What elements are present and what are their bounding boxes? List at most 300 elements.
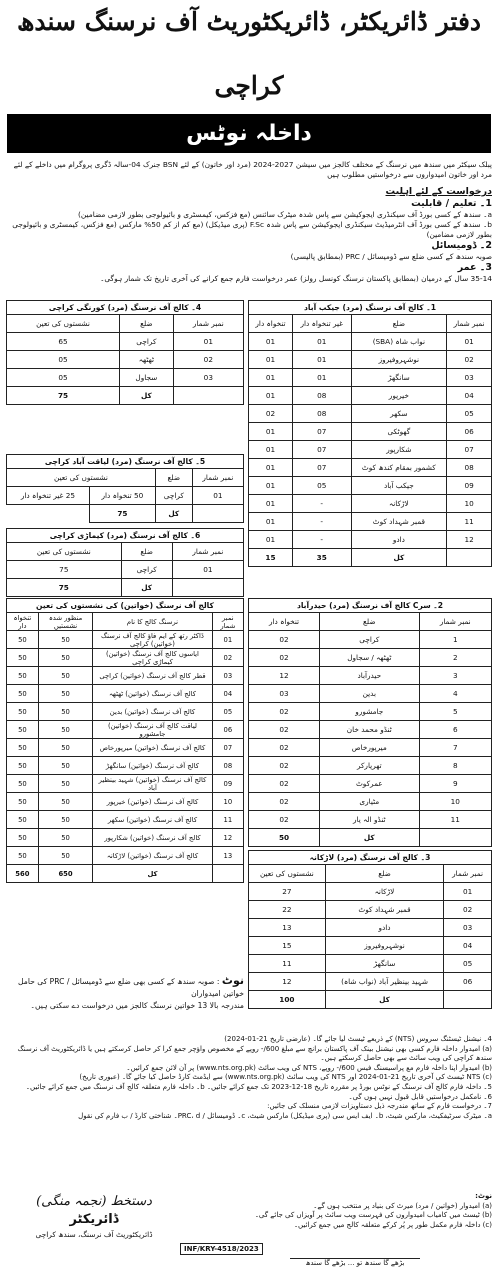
table-cell: 75	[7, 561, 122, 579]
table-row	[249, 631, 492, 649]
table7-caption: کالج آف نرسنگ (خواتین) کی نشستوں کی تعین	[6, 598, 244, 612]
table-cell: 06	[444, 973, 492, 991]
table-cell: 50	[38, 793, 93, 811]
table-college-liaquatabad	[6, 454, 244, 523]
table-cell: 01	[249, 513, 293, 531]
table-row	[249, 667, 492, 685]
table-cell: 01	[173, 333, 243, 351]
table-cell: کراچی	[120, 333, 174, 351]
table-college-korangi	[6, 300, 244, 405]
table-cell: 01	[292, 351, 351, 369]
table-cell: 01	[249, 387, 293, 405]
column-header: نمبر شمار	[444, 865, 492, 883]
education-item-b: b۔ سندھ کے کسی بورڈ آف انٹرمیڈیٹ سیکنڈری ایجوکیشن سے پاس شدہ F.Sc (پری میڈیکل) (مع کم از کم 50% مارکس (مع فزکس، کیمسٹری و بائیولوجی بطور لازمی مضامین)	[12, 220, 492, 239]
column-header: نرسنگ کالج کا نام	[93, 613, 212, 631]
table-cell: سجاول	[120, 369, 174, 387]
table-row	[249, 405, 492, 423]
city-title: کراچی	[214, 71, 284, 100]
table-cell: 07	[212, 739, 243, 757]
table-cell: 11	[419, 811, 491, 829]
table-row	[249, 937, 492, 955]
table-cell: 50	[7, 703, 39, 721]
reference-number: INF/KRY-4518/2023	[180, 1243, 263, 1255]
instruction-item: (a) امیدوار داخلہ فارم کسی بھی نیشنل بینک آف پاکستان برانچ سے مبلغ 600/- روپے کے مخصوص واؤچر جمع کرا کر حاصل کرسکتے ہیں یا ڈائریکٹوریٹ آف نرسنگ سندھ کراچی کی ویب سائٹ سے بھی حاصل کرسکتے ہیں۔	[17, 1044, 492, 1063]
table-cell: 07	[292, 423, 351, 441]
table-cell: قمبر شہداد کوٹ	[351, 513, 447, 531]
table-cell: میرپورخاص	[320, 739, 419, 757]
table-cell: 50	[7, 667, 39, 685]
table-cell: 03	[212, 667, 243, 685]
table-cell: ٹنڈو محمد خان	[320, 721, 419, 739]
table-cell: 02	[249, 649, 320, 667]
total-cell: کل	[121, 579, 172, 597]
column-header: ضلع	[121, 543, 172, 561]
office-title: دفتر ڈائریکٹر، ڈائریکٹوریٹ آف نرسنگ سندھ	[16, 7, 482, 36]
table-row	[249, 685, 492, 703]
column-header: ضلع	[120, 315, 174, 333]
table-cell	[419, 829, 491, 847]
table-cell: 03	[444, 919, 492, 937]
total-cell: کل	[320, 829, 419, 847]
table-cell: 50	[7, 631, 39, 649]
table-cell: جامشورو	[320, 703, 419, 721]
table-total-row	[7, 505, 244, 523]
table-cell: 50	[7, 757, 39, 775]
table-college-kemari	[6, 528, 244, 597]
education-item-a: a۔ سندھ کے کسی بورڈ آف سیکنڈری ایجوکیشن سے پاس شدہ میٹرک سائنس (مع فزکس، کیمسٹری و بائیولوجی بطور لازمی مضامین)	[78, 210, 492, 219]
instruction-item: 5۔ داخلہ فارم کالج آف نرسنگ کے نوٹس بورڈ پر مقررہ تاریخ 18-12-2023 تک جمع کرائے جائیں۔ b۔ داخلہ فارم متعلقہ کالج آف نرسنگ میں جمع کرائے جائیں۔	[25, 1082, 492, 1091]
table-cell: کالج آف نرسنگ (خواتین) لاڑکانہ	[93, 847, 212, 865]
table-cell: جیکب آباد	[351, 477, 447, 495]
eligibility-heading: درخواست کے لئے اہلیت	[385, 186, 492, 197]
table-cell: 02	[173, 351, 243, 369]
total-cell: 650	[38, 865, 93, 883]
table-cell: کراچی	[320, 631, 419, 649]
table-cell: 02	[249, 721, 320, 739]
table-cell: تھرپارکر	[320, 757, 419, 775]
table-cell: 3	[419, 667, 491, 685]
table-cell: 05	[212, 703, 243, 721]
table-row	[249, 901, 492, 919]
notice-banner: داخلہ نوٹس	[7, 114, 491, 153]
table-cell: 06	[447, 423, 492, 441]
table-row	[249, 369, 492, 387]
column-header: نمبر شمار	[172, 543, 243, 561]
table-cell: 50	[38, 631, 93, 649]
table-row	[249, 387, 492, 405]
table-cell: 01	[249, 441, 293, 459]
total-cell: کل	[155, 505, 192, 523]
table-row	[7, 829, 244, 847]
table-row	[249, 703, 492, 721]
column-header: نمبر شمار	[212, 613, 243, 631]
table-header-row	[7, 315, 244, 333]
table-row	[7, 631, 244, 649]
table-row	[7, 757, 244, 775]
table-cell: کالج آف نرسنگ (خواتین) سکھر	[93, 811, 212, 829]
table-college-hyderabad	[248, 598, 492, 847]
table-row	[249, 531, 492, 549]
total-cell: کل	[93, 865, 212, 883]
table-cell: 02	[249, 775, 320, 793]
table-cell: 50	[7, 811, 39, 829]
table-row	[7, 811, 244, 829]
table-cell: 08	[447, 459, 492, 477]
table-total-row	[249, 991, 492, 1009]
table-row	[249, 423, 492, 441]
table-cell: 50	[38, 847, 93, 865]
table-row	[249, 919, 492, 937]
table-cell: 15	[249, 937, 326, 955]
table-cell: 9	[419, 775, 491, 793]
table-cell: ٹھٹھہ	[120, 351, 174, 369]
table-cell: 03	[173, 369, 243, 387]
table-cell: 05	[292, 477, 351, 495]
note-block-b: (b) ٹیسٹ میں کامیاب امیدواروں کی فہرست ویب سائٹ پر آویزاں کی جائے گی۔	[254, 1211, 492, 1220]
table-row	[7, 351, 244, 369]
table-cell: 65	[7, 333, 120, 351]
director-name: (نجمہ منگی)	[36, 1194, 107, 1209]
table-cell: کشمور بمقام کندھ کوٹ	[351, 459, 447, 477]
table-cell: قمبر شہداد کوٹ	[325, 901, 443, 919]
table-cell: 22	[249, 901, 326, 919]
column-header: نشستوں کی تعین	[7, 469, 156, 487]
instructions-block	[6, 1035, 492, 1121]
note-block-label: نوٹ:	[475, 1192, 492, 1200]
table-row	[249, 811, 492, 829]
table-row	[7, 739, 244, 757]
total-cell: 50	[249, 829, 320, 847]
table-cell: 50	[38, 757, 93, 775]
table-cell: 02	[249, 739, 320, 757]
table-cell: حیدرآباد	[320, 667, 419, 685]
note-line-1: : صوبہ سندھ کے کسی بھی ضلع سے ڈومیسائل / PRC کی حامل خواتین امیدواران	[18, 977, 244, 998]
table-row	[7, 775, 244, 793]
table-cell: گھوٹکی	[351, 423, 447, 441]
table-cell: 11	[249, 955, 326, 973]
table-cell: سانگھڑ	[351, 369, 447, 387]
column-header: ضلع	[325, 865, 443, 883]
table-cell: 02	[447, 351, 492, 369]
table-row	[7, 333, 244, 351]
total-cell: 75	[89, 505, 155, 523]
table-cell: 09	[447, 477, 492, 495]
total-cell: کل	[351, 549, 447, 567]
director-title: ڈائریکٹر	[69, 1212, 119, 1227]
table-cell: 8	[419, 757, 491, 775]
table-cell: 50	[7, 847, 39, 865]
table-cell: -	[292, 513, 351, 531]
table-cell: 01	[172, 561, 243, 579]
table-cell: 12	[249, 667, 320, 685]
column-header: تنخواہ دار	[249, 613, 320, 631]
total-cell: 75	[7, 579, 122, 597]
instruction-item: (c) NTS ٹیسٹ کی آخری تاریخ 21-01-2024 اور NTS کی ویب سائٹ (www.nts.org.pk) سے ایڈمٹ کارڈ حاصل کیا جائے گا۔ (عبوری تاریخ)	[79, 1073, 492, 1082]
column-header: ضلع	[351, 315, 447, 333]
table-row	[249, 333, 492, 351]
table-row	[7, 649, 244, 667]
table-cell: 50	[7, 739, 39, 757]
table-total-row	[249, 549, 492, 567]
table-cell: 01	[249, 495, 293, 513]
table-cell: ڈاکٹر رتھ کے ایم فاؤ کالج آف نرسنگ (خواتین) کراچی	[93, 631, 212, 649]
table-cell: 50	[7, 793, 39, 811]
table-cell: 01	[212, 631, 243, 649]
table-cell: ایاسوں کالج آف نرسنگ (خواتین) کیماڑی کراچی	[93, 649, 212, 667]
instruction-item: (b) امیدوار اپنا داخلہ فارم مع پراسیسنگ فیس 600/- روپے، NTS کی ویب سائٹ (www.nts.org.pk) پر آن لائن جمع کرائیں۔	[126, 1063, 492, 1072]
education-title: 1۔ تعلیم / قابلیت	[411, 198, 492, 209]
table-cell: 01	[444, 883, 492, 901]
total-cell: 75	[7, 387, 120, 405]
table-header-row	[7, 613, 244, 631]
table-cell: کالج آف نرسنگ (خواتین) سانگھڑ	[93, 757, 212, 775]
age-title: 3۔ عمر	[457, 262, 492, 273]
table-row	[249, 721, 492, 739]
total-cell: کل	[120, 387, 174, 405]
table-cell: 08	[292, 387, 351, 405]
table-cell: 02	[249, 405, 293, 423]
total-cell: 15	[249, 549, 293, 567]
table-header-row	[7, 469, 244, 487]
table5-caption: 5۔ کالج آف نرسنگ (مرد) لیاقت آباد کراچی	[6, 454, 244, 468]
table-total-row	[7, 865, 244, 883]
table-row	[249, 973, 492, 991]
table-cell	[173, 387, 243, 405]
eligibility-section	[6, 186, 492, 284]
table-cell: شکارپور	[351, 441, 447, 459]
instruction-item: a۔ میٹرک سرٹیفکیٹ، مارکس شیٹ، b۔ ایف ایس سی (پری میڈیکل) مارکس شیٹ، c۔ ڈومیسائل / PRC، d۔ شناختی کارڈ / ب فارم کی نقول	[78, 1111, 492, 1120]
table-cell: عمرکوٹ	[320, 775, 419, 793]
table-cell: -	[292, 495, 351, 513]
signed-label: دستخط	[110, 1194, 152, 1209]
table-cell: 01	[249, 477, 293, 495]
table-cell: 04	[444, 937, 492, 955]
table-cell: 01	[249, 351, 293, 369]
table-cell: 12	[447, 531, 492, 549]
column-header: نمبر شمار	[447, 315, 492, 333]
table-cell: 08	[212, 757, 243, 775]
table-cell: 50	[38, 703, 93, 721]
instruction-item: 7۔ درخواست فارم کے ساتھ مندرجہ ذیل دستاویزات لازمی منسلک کی جائیں:	[267, 1102, 492, 1111]
table-cell: لاڑکانہ	[351, 495, 447, 513]
table-cell: 08	[292, 405, 351, 423]
table-cell: 05	[447, 405, 492, 423]
table-cell: 50	[7, 685, 39, 703]
table-cell: 7	[419, 739, 491, 757]
table-cell: -	[292, 531, 351, 549]
table-cell: 05	[7, 351, 120, 369]
table-cell: 02	[212, 649, 243, 667]
table4-caption: 4۔ کالج آف نرسنگ (مرد) کورنگی کراچی	[6, 300, 244, 314]
table-cell: 02	[249, 793, 320, 811]
table-cell: 11	[212, 811, 243, 829]
table-cell: مٹیاری	[320, 793, 419, 811]
table-cell: کالج آف نرسنگ (خواتین) شہید بینظیر آباد	[93, 775, 212, 793]
note-block-c: (c) داخلہ فارم مکمل طور پر پُر کرکے متعلقہ کالج میں جمع کرائیں۔	[293, 1220, 492, 1229]
table-cell: 50	[38, 739, 93, 757]
table-row	[7, 561, 244, 579]
table-cell: کراچی	[155, 487, 192, 505]
table-total-row	[7, 387, 244, 405]
instruction-item: 4۔ نیشنل ٹیسٹنگ سروس (NTS) کے ذریعے ٹیسٹ لیا جائے گا۔ (عارضی تاریخ 21-01-2024)	[224, 1035, 492, 1043]
table-cell	[192, 505, 243, 523]
table-row	[249, 513, 492, 531]
table-college-jacobabad	[248, 300, 492, 567]
instruction-item: 6۔ نامکمل درخواستیں قابل قبول نہیں ہوں گی۔	[348, 1092, 492, 1101]
table-cell: 50	[7, 829, 39, 847]
table-cell: 01	[249, 459, 293, 477]
table-row	[7, 685, 244, 703]
table-cell: 10	[447, 495, 492, 513]
table-cell: 01	[447, 333, 492, 351]
table-total-row	[7, 579, 244, 597]
table-cell: 01	[192, 487, 243, 505]
table-cell: دادو	[325, 919, 443, 937]
table-cell: 09	[212, 775, 243, 793]
table-cell: 04	[447, 387, 492, 405]
table-cell: 5	[419, 703, 491, 721]
table-row	[249, 649, 492, 667]
table-row	[249, 793, 492, 811]
table-cell: 1	[419, 631, 491, 649]
note-line-2: مندرجہ بالا 13 خواتین نرسنگ کالجز میں درخواست دے سکتی ہیں۔	[30, 1001, 244, 1010]
domicile-title: 2۔ ڈومیسائل	[431, 240, 492, 251]
table-cell: 50	[7, 721, 39, 739]
table-cell: 01	[292, 369, 351, 387]
table-cell: 6	[419, 721, 491, 739]
table-row	[249, 477, 492, 495]
table-cell: 27	[249, 883, 326, 901]
table-cell: 50	[7, 775, 39, 793]
table-cell: 01	[292, 333, 351, 351]
table-cell: 06	[212, 721, 243, 739]
column-header: ضلع	[320, 613, 419, 631]
table-row	[7, 721, 244, 739]
table-cell: 05	[7, 369, 120, 387]
table-row	[249, 351, 492, 369]
column-header: نشستوں کی تعین	[7, 315, 120, 333]
table-row	[249, 955, 492, 973]
table-cell: 12	[249, 973, 326, 991]
column-header: تنخواہ دار	[249, 315, 293, 333]
table-row	[249, 757, 492, 775]
column-header: نمبر شمار	[419, 613, 491, 631]
table-cell	[447, 549, 492, 567]
table-women-colleges	[6, 598, 244, 883]
table-cell: 01	[249, 423, 293, 441]
column-header: منظور شدہ نشستیں	[38, 613, 93, 631]
table1-caption: 1۔ کالج آف نرسنگ (مرد) جیکب آباد	[248, 300, 492, 314]
table-cell	[444, 991, 492, 1009]
table-cell: بدین	[320, 685, 419, 703]
note-label: نوٹ	[221, 974, 244, 987]
table-row	[7, 667, 244, 685]
note-block-a: (a) امیدوار (خواتین / مرد) میرٹ کی بنیاد پر منتخب ہوں گے۔	[313, 1201, 492, 1210]
table-cell: ٹھٹھہ / سجاول	[320, 649, 419, 667]
table-cell: 13	[212, 847, 243, 865]
table-cell: 02	[249, 811, 320, 829]
table-cell: 2	[419, 649, 491, 667]
table-cell: کالج آف نرسنگ (خواتین) ٹھٹھہ	[93, 685, 212, 703]
table-cell: شہید بینظیر آباد (نواب شاہ)	[325, 973, 443, 991]
table-cell: 13	[249, 919, 326, 937]
age-text: 35-14 سال کے درمیان (بمطابق پاکستان نرسنگ کونسل رولز) عمر درخواست فارم جمع کرانے کی آخری تاریخ تک شمار ہوگی۔	[100, 274, 492, 283]
table-cell: 03	[447, 369, 492, 387]
table-cell: 25 غیر تنخواہ دار	[7, 487, 90, 505]
domicile-text: صوبہ سندھ کے کسی ضلع سے ڈومیسائل / PRC (بمطابق پالیسی)	[290, 252, 492, 261]
table-cell: 01	[249, 333, 293, 351]
table-cell: کالج آف نرسنگ (خواتین) بدین	[93, 703, 212, 721]
table-cell: 50	[38, 667, 93, 685]
table-cell: 02	[249, 703, 320, 721]
table6-caption: 6۔ کالج آف نرسنگ (مرد) کیماڑی کراچی	[6, 528, 244, 542]
table-cell: 02	[444, 901, 492, 919]
table-row	[249, 459, 492, 477]
table-cell: 50	[38, 721, 93, 739]
table3-caption: 3۔ کالج آف نرسنگ (مرد) لاڑکانہ	[248, 850, 492, 864]
column-header: نشستوں کی تعین	[7, 543, 122, 561]
table-cell: 11	[447, 513, 492, 531]
table-row	[7, 487, 244, 505]
table-cell: 50	[38, 775, 93, 793]
column-header: غیر تنخواہ دار	[292, 315, 351, 333]
table-cell: 01	[249, 531, 293, 549]
table-row	[249, 739, 492, 757]
table-row	[7, 703, 244, 721]
table-cell: 07	[447, 441, 492, 459]
table-row	[7, 847, 244, 865]
total-cell: 560	[7, 865, 39, 883]
table-cell: دادو	[351, 531, 447, 549]
total-cell: 35	[292, 549, 351, 567]
column-header: ضلع	[155, 469, 192, 487]
table-cell: 02	[249, 757, 320, 775]
table-cell: لاڑکانہ	[325, 883, 443, 901]
column-header: نمبر شمار	[192, 469, 243, 487]
table-row	[249, 441, 492, 459]
table-cell: 4	[419, 685, 491, 703]
table-row	[249, 495, 492, 513]
table-cell: 02	[249, 631, 320, 649]
total-cell: 100	[249, 991, 326, 1009]
column-header: نشستوں کی تعین	[249, 865, 326, 883]
table-cell: کراچی	[121, 561, 172, 579]
table-cell: نواب شاہ (SBA)	[351, 333, 447, 351]
table-cell: کالج آف نرسنگ (خواتین) شکارپور	[93, 829, 212, 847]
table-header-row	[249, 613, 492, 631]
column-header: تنخواہ دار	[7, 613, 39, 631]
intro-paragraph: پبلک سیکٹر میں سندھ میں نرسنگ کے مختلف کالجز میں سیشن 2027-2024 (مرد اور خاتون) کے لئے BSN جنرک 04-سالہ ڈگری پروگرام میں داخلے کے لئے مرد اور خاتون امیدواروں سے درخواستیں مطلوب ہیں	[13, 160, 492, 179]
table-cell: نوشہروفیروز	[325, 937, 443, 955]
table-cell	[212, 865, 243, 883]
table-college-larkana	[248, 850, 492, 1009]
table-cell: 04	[212, 685, 243, 703]
table-header-row	[249, 315, 492, 333]
table-cell: 10	[419, 793, 491, 811]
table-cell: سکھر	[351, 405, 447, 423]
table-header-row	[7, 543, 244, 561]
table-cell: خیرپور	[351, 387, 447, 405]
table-cell	[172, 579, 243, 597]
table-row	[7, 369, 244, 387]
table-cell: نوشہروفیروز	[351, 351, 447, 369]
table-cell: 50	[7, 649, 39, 667]
table-cell: 50	[38, 811, 93, 829]
table-cell: لیاقت کالج آف نرسنگ (خواتین) جامشورو	[93, 721, 212, 739]
footer-slogan: بڑھے گا سندھ تو ... بڑھے گا سندھ	[290, 1258, 420, 1267]
table-cell: 50	[38, 829, 93, 847]
table-row	[249, 883, 492, 901]
